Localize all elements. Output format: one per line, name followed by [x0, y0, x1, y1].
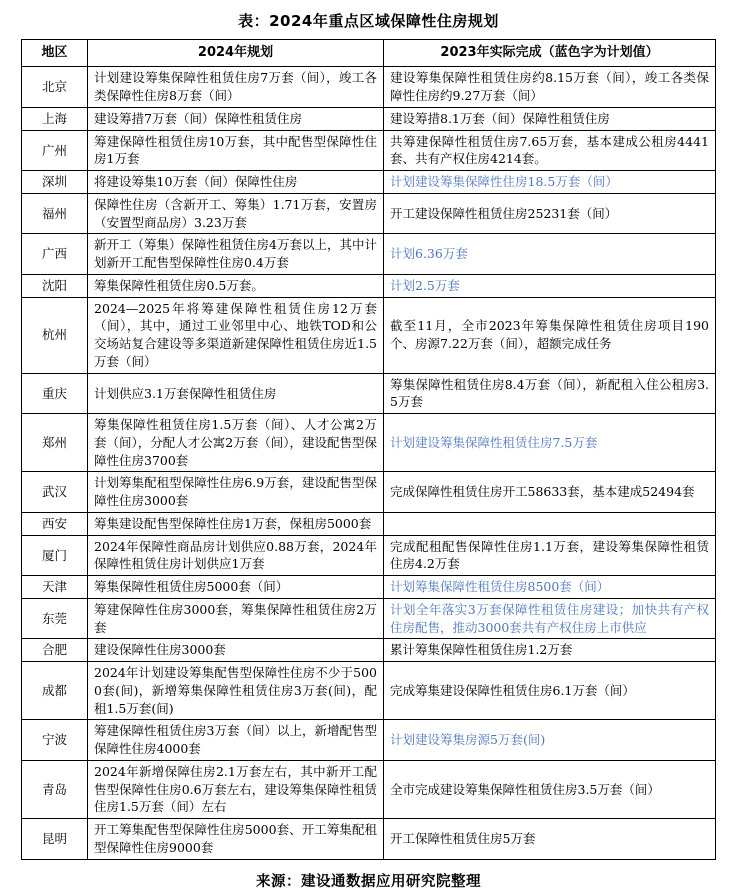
plan-cell: 建设保障性住房3000套 — [88, 639, 384, 662]
plan-cell: 2024年计划建设筹集配售型保障性住房不少于5000套(间)，新增筹集保障性租赁住房3万套(间)，配租1.5万套(间) — [88, 662, 384, 720]
table-row — [22, 598, 716, 639]
region-cell: 东莞 — [22, 598, 88, 639]
plan-cell: 筹建保障性租赁住房10万套，其中配售型保障性住房1万套 — [88, 130, 384, 171]
actual-cell: 开工保障性租赁住房5万套 — [384, 819, 716, 860]
table-row — [22, 67, 716, 108]
actual-cell: 建设筹措8.1万套（间）保障性租赁住房 — [384, 107, 716, 130]
region-cell: 广州 — [22, 130, 88, 171]
actual-cell: 截至11月，全市2023年筹集保障性租赁住房项目190个、房源7.22万套（间），超额完成任务 — [384, 297, 716, 373]
plan-cell: 建设筹措7万套（间）保障性租赁住房 — [88, 107, 384, 130]
table-row — [22, 472, 716, 513]
plan-cell: 2024年保障性商品房计划供应0.88万套，2024年保障性租赁住房计划供应1万套 — [88, 535, 384, 576]
table-row — [22, 297, 716, 373]
actual-cell — [384, 512, 716, 535]
table-row — [22, 107, 716, 130]
region-cell: 郑州 — [22, 414, 88, 472]
table-row — [22, 234, 716, 275]
actual-cell: 计划筹集保障性租赁住房8500套（间） — [384, 576, 716, 599]
table-header — [22, 40, 716, 67]
region-cell: 福州 — [22, 193, 88, 234]
region-cell: 宁波 — [22, 720, 88, 761]
column-header-2023-actual: 2023年实际完成（蓝色字为计划值） — [384, 40, 716, 67]
region-cell: 昆明 — [22, 819, 88, 860]
page-title: 表：2024年重点区域保障性住房规划 — [238, 12, 499, 30]
plan-cell: 筹建保障性租赁住房3万套（间）以上，新增配售型保障性住房4000套 — [88, 720, 384, 761]
plan-cell: 保障性住房（含新开工、筹集）1.71万套，安置房（安置型商品房）3.23万套 — [88, 193, 384, 234]
source-note: 来源：建设通数据应用研究院整理 — [256, 873, 481, 890]
actual-cell: 开工建设保障性租赁住房25231套（间） — [384, 193, 716, 234]
region-cell: 厦门 — [22, 535, 88, 576]
plan-cell: 新开工（筹集）保障性租赁住房4万套以上，其中计划新开工配售型保障性住房0.4万套 — [88, 234, 384, 275]
table-row — [22, 819, 716, 860]
actual-cell: 计划建设筹集保障性住房18.5万套（间） — [384, 171, 716, 194]
actual-cell: 完成配租配售保障性住房1.1万套，建设筹集保障性租赁住房4.2万套 — [384, 535, 716, 576]
actual-cell: 筹集保障性租赁住房8.4万套（间），新配租入住公租房3.5万套 — [384, 373, 716, 414]
actual-cell: 计划建设筹集保障性租赁住房7.5万套 — [384, 414, 716, 472]
table-row — [22, 373, 716, 414]
actual-cell: 计划2.5万套 — [384, 274, 716, 297]
table-row — [22, 193, 716, 234]
table-row — [22, 130, 716, 171]
housing-plan-table — [21, 39, 716, 860]
table-header-row — [22, 40, 716, 67]
table-row — [22, 171, 716, 194]
column-header-region: 地区 — [22, 40, 88, 67]
table-row — [22, 760, 716, 818]
region-cell: 北京 — [22, 67, 88, 108]
region-cell: 重庆 — [22, 373, 88, 414]
region-cell: 合肥 — [22, 639, 88, 662]
plan-cell: 将建设筹集10万套（间）保障性住房 — [88, 171, 384, 194]
actual-cell: 计划建设筹集房源5万套(间) — [384, 720, 716, 761]
plan-cell: 筹集保障性租赁住房5000套（间） — [88, 576, 384, 599]
plan-cell: 计划筹集配租型保障性住房6.9万套，建设配售型保障性住房3000套 — [88, 472, 384, 513]
region-cell: 广西 — [22, 234, 88, 275]
actual-cell: 共筹建保障性租赁住房7.65万套，基本建成公租房4441套、共有产权住房4214套。 — [384, 130, 716, 171]
plan-cell: 计划建设筹集保障性租赁住房7万套（间），竣工各类保障性住房8万套（间） — [88, 67, 384, 108]
region-cell: 深圳 — [22, 171, 88, 194]
region-cell: 杭州 — [22, 297, 88, 373]
table-row — [22, 639, 716, 662]
plan-cell: 筹建保障性住房3000套，筹集保障性租赁住房2万套 — [88, 598, 384, 639]
actual-cell: 完成保障性租赁住房开工58633套，基本建成52494套 — [384, 472, 716, 513]
plan-cell: 筹集保障性租赁住房1.5万套（间）、人才公寓2万套（间），分配人才公寓2万套（间），建设配售型保障性住房3700套 — [88, 414, 384, 472]
region-cell: 青岛 — [22, 760, 88, 818]
plan-cell: 筹集保障性租赁住房0.5万套。 — [88, 274, 384, 297]
plan-cell: 筹集建设配售型保障性住房1万套，保租房5000套 — [88, 512, 384, 535]
column-header-2024-plan: 2024年规划 — [88, 40, 384, 67]
table-row — [22, 576, 716, 599]
table-row — [22, 274, 716, 297]
actual-cell: 完成筹集建设保障性租赁住房6.1万套（间） — [384, 662, 716, 720]
plan-cell: 开工筹集配售型保障性住房5000套、开工筹集配租型保障性住房9000套 — [88, 819, 384, 860]
plan-cell: 2024年新增保障住房2.1万套左右，其中新开工配售型保障性住房0.6万套左右，建设筹集保障性租赁住房1.5万套（间）左右 — [88, 760, 384, 818]
plan-cell: 计划供应3.1万套保障性租赁住房 — [88, 373, 384, 414]
region-cell: 西安 — [22, 512, 88, 535]
actual-cell: 计划6.36万套 — [384, 234, 716, 275]
region-cell: 天津 — [22, 576, 88, 599]
table-row — [22, 512, 716, 535]
actual-cell: 累计筹集保障性租赁住房1.2万套 — [384, 639, 716, 662]
region-cell: 上海 — [22, 107, 88, 130]
actual-cell: 全市完成建设筹集保障性租赁住房3.5万套（间） — [384, 760, 716, 818]
region-cell: 成都 — [22, 662, 88, 720]
table-row — [22, 720, 716, 761]
table-body — [22, 67, 716, 859]
plan-cell: 2024—2025年将筹建保障性租赁住房12万套（间），其中，通过工业邻里中心、地铁TOD和公交场站复合建设等多渠道新建保障性租赁住房近1.5万套（间） — [88, 297, 384, 373]
actual-cell: 计划全年落实3万套保障性租赁住房建设；加快共有产权住房配售，推动3000套共有产权住房上市供应 — [384, 598, 716, 639]
region-cell: 武汉 — [22, 472, 88, 513]
table-row — [22, 535, 716, 576]
actual-cell: 建设筹集保障性租赁住房约8.15万套（间），竣工各类保障性住房约9.27万套（间） — [384, 67, 716, 108]
region-cell: 沈阳 — [22, 274, 88, 297]
table-row — [22, 662, 716, 720]
table-row — [22, 414, 716, 472]
